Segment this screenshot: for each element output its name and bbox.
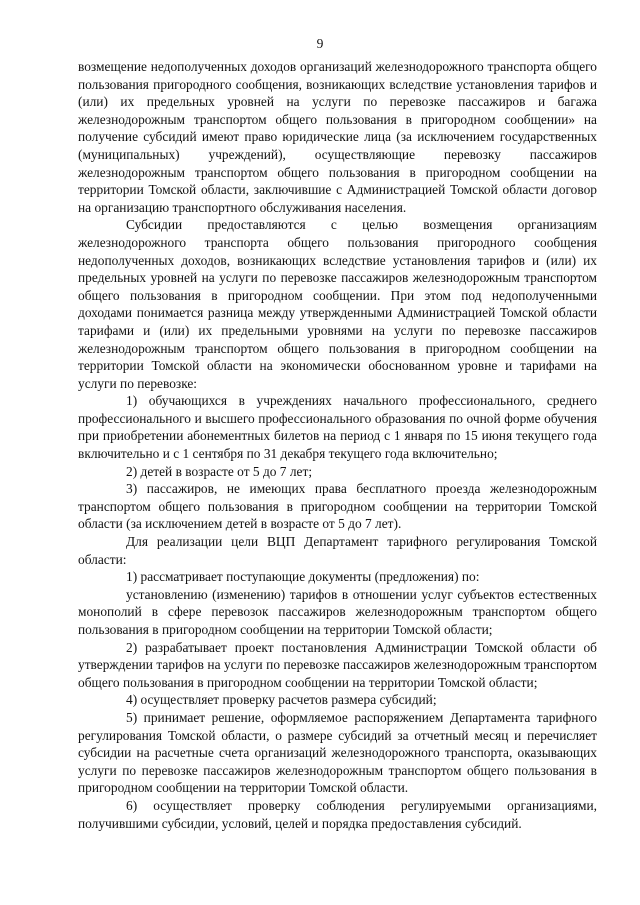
paragraph-2: Субсидии предоставляются с целью возмещения организациям железнодорожного транспорта общего пользования пригородного сообщения недополученных доходов, возникающих вследствие установления тарифов и (или) их предельных уровней на услуги по перевозке пассажиров железнодорожным транспортом общего пользования в пригородном сообщении. При этом под недополученными доходами понимается разница между утвержденными Администрацией Томской области тарифами и (или) их предельными уровнями на услуги по перевозке пассажиров железнодорожным транспортом общего пользования в пригородном сообщении на территории Томской области на экономически обоснованном уровне и тарифами на услуги по перевозке: bbox=[78, 217, 597, 391]
list-item-2: 2) детей в возрасте от 5 до 7 лет; bbox=[126, 463, 313, 479]
duty-item-5: 5) принимает решение, оформляемое распоряжением Департамента тарифного регулирования Томской области, о размере субсидий за отчетный месяц и перечисляет субсидии на расчетные счета организаций железнодорожного транспорта, оказывающих услуги по перевозке пассажиров железнодорожным транспортом общего пользования в пригородном сообщении на территории Томской области. bbox=[78, 709, 597, 796]
list-item-3: 3) пассажиров, не имеющих права бесплатного проезда железнодорожным транспортом общего пользования в пригородном сообщении на территории Томской области (за исключением детей в возрасте от 5 до 7 лет). bbox=[78, 481, 597, 532]
list-item-1: 1) обучающихся в учреждениях начального профессионального, среднего профессионального и высшего профессионального образования по очной форме обучения при приобретении абонементных билетов на период с 1 января по 15 июня текущего года включительно и с 1 сентября по 31 декабря текущего года включительно; bbox=[78, 393, 597, 462]
page-number: 9 bbox=[316, 36, 324, 51]
document-body bbox=[78, 58, 597, 832]
duty-item-6: 6) осуществляет проверку соблюдения регулируемыми организациями, получившими субсидии, условий, целей и порядка предоставления субсидий. bbox=[78, 797, 597, 831]
paragraph-3: Для реализации цели ВЦП Департамент тарифного регулирования Томской области: bbox=[78, 534, 597, 567]
duty-item-2: 2) разрабатывает проект постановления Администрации Томской области об утверждении тарифов на услуги по перевозке пассажиров железнодорожным транспортом общего пользования в пригородном сообщении на территории Томской области; bbox=[78, 639, 597, 690]
duty-item-1: 1) рассматривает поступающие документы (предложения) по: bbox=[126, 569, 480, 585]
duty-item-4: 4) осуществляет проверку расчетов размера субсидий; bbox=[126, 692, 437, 708]
paragraph-1: возмещение недополученных доходов организаций железнодорожного транспорта общего пользования пригородного сообщения, возникающих вследствие установления тарифов и (или) их предельных уровней на услуги по перевозке пассажиров и багажа железнодорожным транспортом общего пользования в пригородном сообщении» на получение субсидий имеют право юридические лица (за исключением государственных (муниципальных) учреждений), осуществляющие перевозку пассажиров железнодорожным транспортом общего пользования в пригородном сообщении на территории Томской области, заключившие с Администрацией Томской области договор на организацию транспортного обслуживания населения. bbox=[78, 59, 597, 215]
duty-item-1-detail: установлению (изменению) тарифов в отношении услуг субъектов естественных монополий в сфере перевозок пассажиров железнодорожным транспортом общего пользования в пригородном сообщении на территории Томской области; bbox=[78, 586, 597, 637]
